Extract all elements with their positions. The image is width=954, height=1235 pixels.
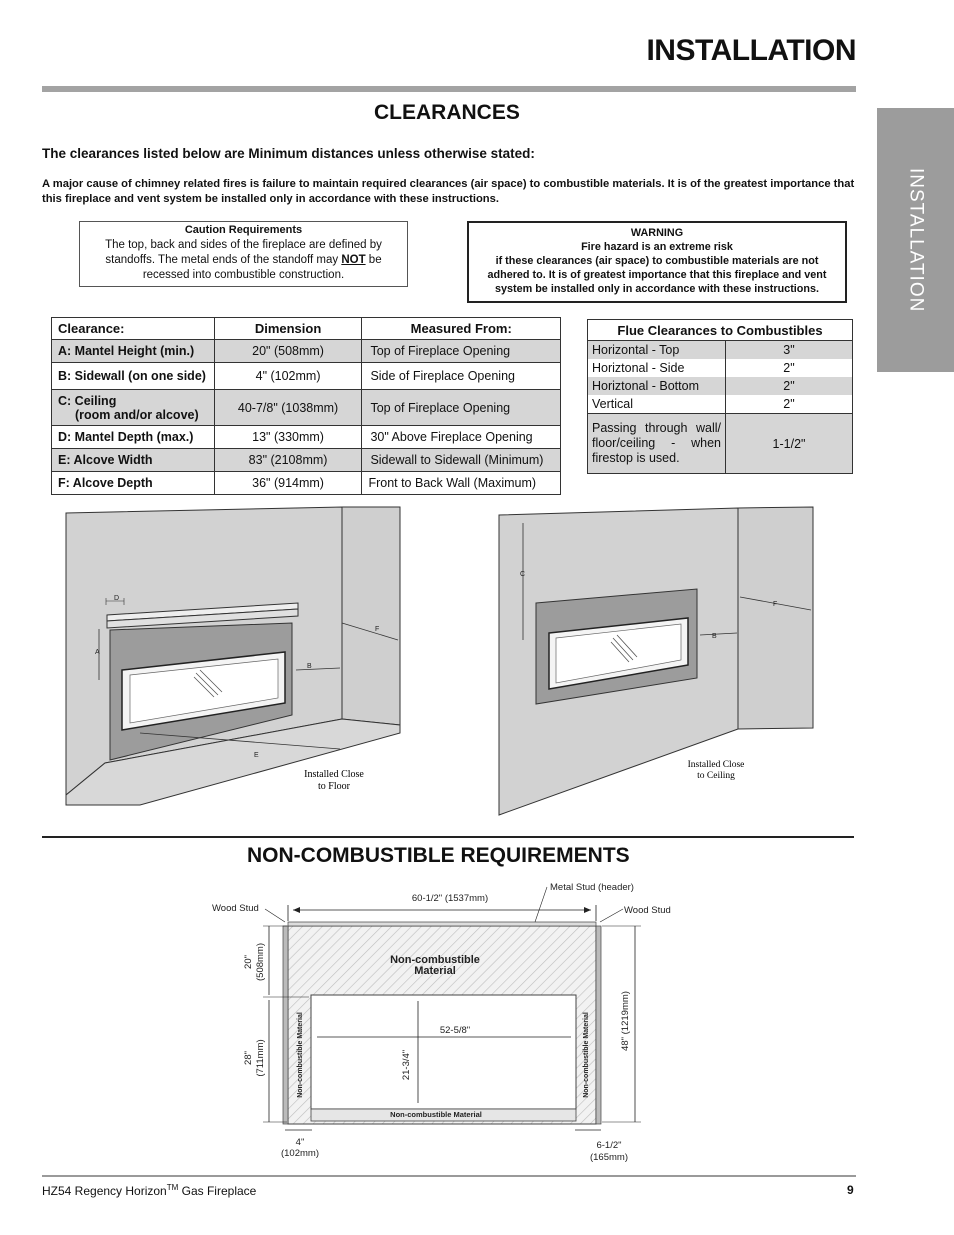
caution-line2-post: be: [368, 254, 382, 266]
clearance-label: D: Mantel Depth (max.): [52, 426, 215, 449]
side-material-left-label: Non-combustible Material: [297, 1012, 304, 1098]
table-row: [52, 390, 561, 426]
clearance-from: 30" Above Fireplace Opening: [362, 426, 561, 449]
table-row: [52, 472, 561, 495]
table-row: [52, 426, 561, 449]
h28-label-2: (711mm): [255, 1039, 266, 1077]
caption-line1: Installed Close: [687, 760, 745, 770]
noncombustible-diagram: [205, 875, 671, 1167]
w4-label-2: (102mm): [280, 1148, 320, 1159]
table-header: Clearance:: [52, 318, 215, 340]
footer-product-name: HZ54 Regency Horizon: [42, 1184, 167, 1198]
section-divider: [42, 836, 854, 838]
page-number: 9: [847, 1183, 854, 1197]
clearance-dimension: 36" (914mm): [214, 472, 362, 495]
clearance-dimension: 13" (330mm): [214, 426, 362, 449]
clearance-from: Top of Fireplace Opening: [362, 340, 561, 363]
diagram-close-to-floor: [60, 505, 432, 815]
label-f: F: [773, 601, 778, 608]
clearance-from: Sidewall to Sidewall (Minimum): [362, 449, 561, 472]
diagram-close-to-ceiling: [495, 505, 840, 817]
clearances-title: CLEARANCES: [374, 101, 520, 124]
h28-label-1: 28": [243, 1051, 254, 1065]
clearance-label-line1: C: Ceiling: [58, 393, 117, 408]
caution-line3: recessed into combustible construction.: [142, 269, 345, 281]
opening-height-label: 21-3/4": [401, 1049, 412, 1081]
footer-product: [42, 1183, 256, 1198]
header-rule: [42, 86, 856, 92]
flue-value: 2": [726, 395, 853, 414]
wood-stud-left-label: Wood Stud: [212, 903, 259, 914]
clearance-label-line2: (room and/or alcove): [75, 407, 199, 422]
flue-label: Horizontal - Top: [588, 341, 726, 360]
wood-stud-right-label: Wood Stud: [624, 905, 671, 916]
flue-value: 2": [726, 377, 853, 395]
noncombustible-title: NON-COMBUSTIBLE REQUIREMENTS: [247, 844, 630, 867]
table-row: [588, 341, 853, 360]
flue-table-title: Flue Clearances to Combustibles: [588, 320, 853, 341]
label-f: F: [375, 626, 380, 633]
clearance-dimension: 83" (2108mm): [214, 449, 362, 472]
label-b: B: [307, 663, 312, 670]
clearances-table: [51, 317, 561, 495]
label-b: B: [712, 633, 717, 640]
opening-width-label: 52-5/8": [439, 1025, 471, 1036]
clearance-label: B: Sidewall (on one side): [52, 363, 215, 390]
table-header: Dimension: [214, 318, 362, 340]
footer-rule: [42, 1175, 856, 1177]
clearances-note: A major cause of chimney related fires is failure to maintain required clearances (air space) to combustible materials. It is of the greatest importance that this fireplace and vent system be installed only in accordance with these instructions.: [42, 178, 855, 205]
warning-line4: system be installed only in accordance with these instructions.: [495, 283, 819, 295]
material-label-1: Non-combustible: [390, 954, 480, 966]
h48-label: 48" (1219mm): [620, 991, 631, 1051]
clearance-from: Top of Fireplace Opening: [362, 390, 561, 426]
table-row: [588, 414, 853, 474]
clearances-intro: The clearances listed below are Minimum distances unless otherwise stated:: [42, 146, 535, 161]
label-e: E: [254, 752, 259, 759]
w6-label-1: 6-1/2": [596, 1140, 622, 1151]
clearance-label: E: Alcove Width: [52, 449, 215, 472]
clearance-from: Side of Fireplace Opening: [362, 363, 561, 390]
warning-line2: if these clearances (air space) to combustible materials are not: [495, 255, 819, 267]
clearance-label: A: Mantel Height (min.): [52, 340, 215, 363]
table-row: [588, 359, 853, 377]
h20-label-2: (508mm): [255, 942, 266, 982]
material-label-2: Material: [414, 965, 456, 977]
w6-label-2: (165mm): [589, 1152, 629, 1163]
side-tab: [877, 108, 954, 372]
caution-line1: The top, back and sides of the fireplace are defined by: [105, 239, 382, 251]
h20-label-1: 20": [243, 955, 254, 969]
clearance-label: F: Alcove Depth: [52, 472, 215, 495]
clearance-from: Front to Back Wall (Maximum): [362, 472, 561, 495]
flue-label: Horiztonal - Bottom: [588, 377, 726, 395]
caption-line2: to Floor: [318, 781, 350, 792]
warning-box: [467, 221, 847, 303]
clearance-dimension: 4" (102mm): [214, 363, 362, 390]
table-row: [52, 449, 561, 472]
width-top-label: 60-1/2" (1537mm): [411, 893, 489, 904]
warning-title: WARNING: [630, 227, 684, 239]
flue-clearances-table: [587, 319, 853, 474]
warning-line3: adhered to. It is of greatest importance that this fireplace and vent: [487, 269, 827, 281]
flue-label: Vertical: [592, 397, 633, 411]
caption-line2: to Ceiling: [697, 771, 735, 781]
table-header: Measured From:: [362, 318, 561, 340]
side-tab-label: INSTALLATION: [905, 167, 927, 313]
warning-line1: Fire hazard is an extreme risk: [581, 241, 733, 253]
metal-stud-label: Metal Stud (header): [550, 882, 634, 893]
label-c: C: [520, 571, 526, 578]
footer-product-suffix: Gas Fireplace: [178, 1184, 257, 1198]
w4-label-1: 4": [295, 1137, 305, 1148]
bottom-material-label: Non-combustible Material: [390, 1110, 482, 1119]
flue-label: Passing through wall/ floor/ceiling - when firestop is used.: [588, 414, 726, 474]
caution-emphasis: NOT: [341, 254, 366, 266]
caution-line2-pre: standoffs. The metal ends of the standoff may: [105, 254, 339, 266]
flue-value: 1-1/2": [726, 414, 853, 474]
table-row: [52, 363, 561, 390]
trademark-mark: TM: [166, 1183, 179, 1192]
caption-line1: Installed Close: [304, 769, 364, 780]
table-row: [588, 395, 853, 414]
table-row: [52, 340, 561, 363]
flue-label: Horiztonal - Side: [592, 361, 685, 375]
table-row: [588, 377, 853, 395]
label-a: A: [95, 649, 100, 656]
flue-value: 2": [726, 359, 853, 377]
page-title: INSTALLATION: [646, 34, 856, 67]
side-material-right-label: Non-combustible Material: [583, 1012, 590, 1098]
clearance-dimension: 20" (508mm): [214, 340, 362, 363]
label-d: D: [114, 595, 120, 602]
flue-value: 3": [726, 341, 853, 360]
clearance-label: [52, 390, 215, 426]
caution-box: [79, 221, 408, 287]
caution-title: Caution Requirements: [184, 224, 303, 236]
clearance-dimension: 40-7/8" (1038mm): [214, 390, 362, 426]
